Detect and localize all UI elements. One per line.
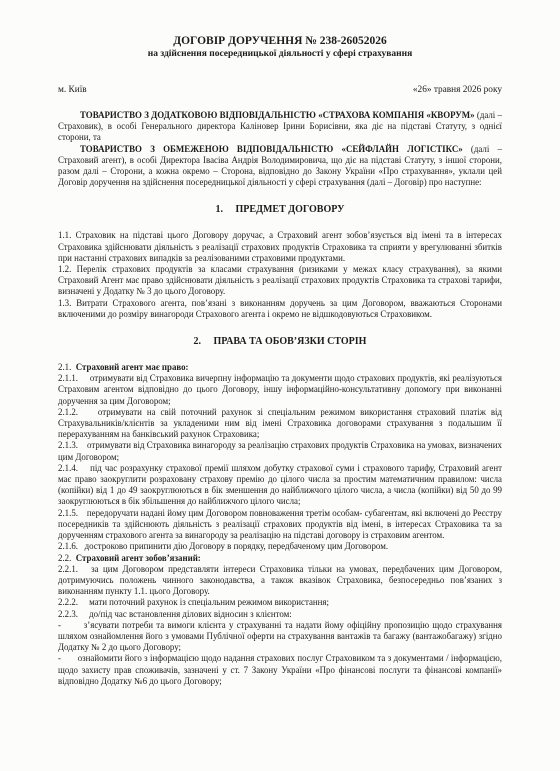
contract-title: ДОГОВІР ДОРУЧЕННЯ № 238-26052026 [173, 35, 387, 47]
clause-2-1-5: 2.1.5. передоручати надані йому цим Договором повноваження третім особам- субагентам, які включені до Реєстру посередників та здійснюють діяльність з реалізації страхових продуктів від імені, в інтересах Страховика та за дорученням страхового агента за винагороду за реалізацію на підставі договору із страховим агентом. [58, 507, 502, 541]
clause-2-1-3: 2.1.3. отримувати від Страховика винагороду за реалізацію страхових продуктів Страховика на умовах, визначених цим Договором; [58, 440, 502, 462]
clause-2-1-2: 2.1.2. отримувати на свій поточний рахунок зі спеціальним режимом використання страховий платіж від Страхувальників/клієнтів за укладеними ним від імені Страховика договорами страхування з подальшим її перерахуванням на банківський рахунок Страховика; [58, 406, 502, 440]
party-agent [58, 144, 502, 189]
clause-1-2: 1.2. Перелік страхових продуктів за класами страхування (ризиками у межах класу страхування), за якими Страховий Агент має право здійснювати діяльність з реалізації страхових продуктів Страховика та страхові тарифи, визначені у Додатку № 3 до цього Договору. [58, 264, 502, 297]
party-insurer [58, 110, 502, 144]
section-2-heading: 2. ПРАВА ТА ОБОВ’ЯЗКИ СТОРІН [193, 336, 367, 348]
clause-2-1-6: 2.1.6. достроково припинити дію Договору в порядку, передбаченому цим Договором. [58, 541, 389, 552]
clause-2-1-1: 2.1.1. отримувати від Страховика вичерпну інформацію та документи щодо страхових продуктів, які реалізуються Страховим агентом відповідно до цього Договору, іншу інформаційно-консультативну допомогу при виконанні доручення за цим Договором; [58, 373, 502, 406]
clause-2-1-heading [58, 362, 502, 373]
clause-1-1: 1.1. Страховик на підставі цього Договору доручає, а Страховий агент зобов’язується від імені та в інтересах Страховика здійснювати діяльність з реалізації страхових продуктів Страховика та сприяти у врегулюванні збитків при настанні страхових випадків за реалізованими страховими продуктами. [58, 230, 502, 263]
clause-2-1-number: 2.1. [58, 362, 76, 373]
place-date-line [58, 85, 502, 96]
agent-name: ТОВАРИСТВО З ОБМЕЖЕНОЮ ВІДПОВІДАЛЬНІСТЮ «СЕЙФЛАЙН ЛОГІСТІКС» [80, 143, 463, 154]
clause-2-2-3-item-2: - ознайомити його з інформацією щодо надання страхових послуг Страховиком та з документами / інформацією, щодо захисту прав споживачів, зазначені у ст. 7 Закону України «Про фінансові послуги та фінансові компанії» відповідно Додатку №6 до цього Договору; [58, 653, 502, 686]
clause-2-2-heading [58, 553, 502, 564]
city: м. Київ [58, 85, 87, 95]
insurer-name: ТОВАРИСТВО З ДОДАТКОВОЮ ВІДПОВІДАЛЬНІСТЮ «СТРАХОВА КОМПАНІЯ «КВОРУМ» [80, 110, 475, 120]
clause-2-2-title: Страховий агент зобов’язаний: [75, 552, 201, 563]
insurer-details: (далі – Страховик), в особі Генерального директора Каліновер Ірини Борисівни, яка діє на підставі Статуту, з однієї сторони, та [58, 110, 502, 143]
contract-date: «26» травня 2026 року [412, 85, 502, 95]
clause-2-2-2: 2.2.2. мати поточний рахунок із спеціальним режимом використання; [58, 597, 329, 608]
section-1-heading: 1. ПРЕДМЕТ ДОГОВОРУ [215, 204, 345, 216]
agent-details: (далі – Страховий агент), в особі Директора Івасіва Андрія Володимировича, що діє на підставі Статуту, з іншої сторони, разом далі – Сторони, а кожна окремо – Сторона, відповідно до Закону України «Про страхування», уклали цей Договір доручення на здійснення посередницької діяльності у сфері страхування (далі – Договір) про наступне: [58, 143, 502, 188]
clause-2-2-3-item-1: - з’ясувати потреби та вимоги клієнта у страхуванні та надати йому офіційну пропозицію щодо страхування шляхом ознайомлення його з умовами Публічної оферти на страхування вантажів та багажу (вантажобагажу) згідно Додатку № 2 до цього Договору; [58, 619, 502, 653]
clause-2-2-number: 2.2. [58, 552, 76, 563]
clause-2-2-1: 2.2.1. за цим Договором представляти інтереси Страховика тільки на умовах, передбачених цим Договором, дотримуючись положень чинного законодавства, а також вказівок Страховика, безпосередньо пов’язаних з виконанням пункту 1.1. цього Договору. [58, 563, 502, 597]
contract-subtitle: на здійснення посередницької діяльності у сфері страхування [147, 49, 413, 59]
clause-2-2-3: 2.2.3. до/під час встановлення ділових відносин з клієнтом: [58, 608, 292, 619]
clause-1-3: 1.3. Витрати Страхового агента, пов’язані з виконанням доручень за цим Договором, вважаються Сторонами включеними до розміру винагороди Страхового агента і окремо не відшкодовуються Страховиком. [58, 297, 502, 319]
clause-2-1-4: 2.1.4. під час розрахунку страхової премії шляхом добутку страхової суми і страхового тарифу, Страховий агент має право заокруглити розраховану страхову премію до цілого числа за простим математичним правилом: числа (копійки) від 1 до 49 заокруглюються в бік зменшення до найближчого цілого числа, а числа (копійки) від 50 до 99 заокруглюються в бік збільшення до найближчого цілого числа; [58, 462, 502, 507]
clause-2-1-title: Страховий агент має право: [75, 362, 189, 373]
